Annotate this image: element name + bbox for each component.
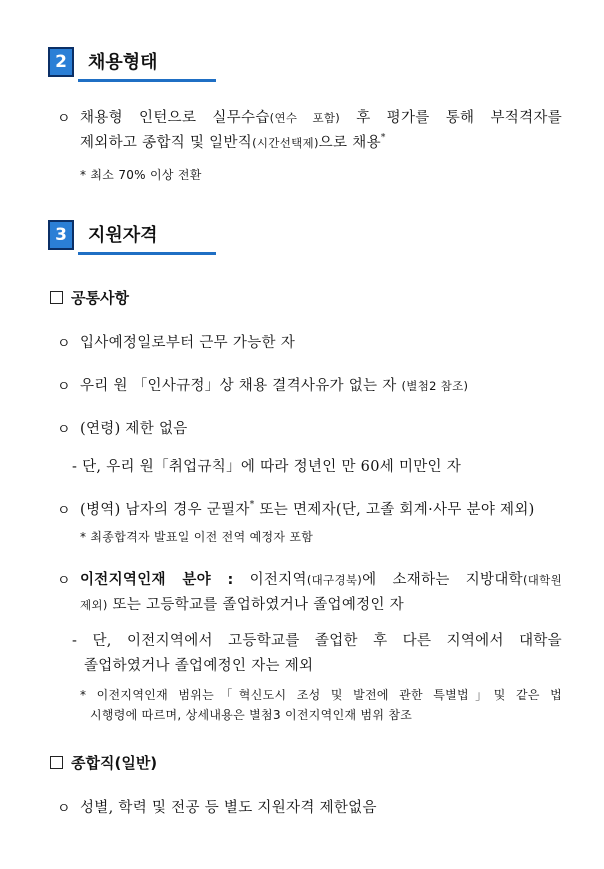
body-line: (병역) 남자의 경우 군필자* 또는 면제자(단, 고졸 회계·사무 분야 제외) [80, 500, 535, 518]
body-line: 이전지역인재 분야 : 이전지역(대구경북)에 소재하는 지방대학(대학원 [80, 572, 562, 588]
subsection-general: 종합직(일반) [50, 752, 157, 773]
bullet-marker: ㅇ [57, 801, 71, 817]
bullet-marker: ㅇ [57, 111, 71, 127]
checkbox-square-icon [50, 756, 63, 769]
dash-line: - 단, 우리 원「취업규칙」에 따라 정년인 만 60세 미만인 자 [72, 459, 462, 475]
body-line: 채용형 인턴으로 실무수습(연수 포함) 후 평가를 통해 부적격자를 [80, 110, 562, 126]
section-number-badge: 2 [48, 47, 74, 77]
subsection-common: 공통사항 [50, 287, 129, 308]
checkbox-square-icon [50, 291, 63, 304]
section-title: 지원자격 [88, 225, 158, 246]
body-line: 제외하고 종합직 및 일반직(시간선택제)으로 채용* [80, 133, 386, 151]
dash-line: - 단, 이전지역에서 고등학교를 졸업한 후 다른 지역에서 대학을 [72, 633, 562, 649]
body-line: (연령) 제한 없음 [80, 421, 188, 437]
section-2-header [48, 47, 228, 81]
footnote: * 이전지역인재 범위는「혁신도시 조성 및 발전에 관한 특별법」및 같은 법 [80, 688, 562, 702]
footnote: * 최종합격자 발표일 이전 전역 예정자 포함 [80, 530, 314, 544]
section-number-badge: 3 [48, 220, 74, 250]
body-line: 우리 원 「인사규정」상 채용 결격사유가 없는 자 (별첨2 참조) [80, 378, 469, 394]
body-line: 입사예정일로부터 근무 가능한 자 [80, 335, 296, 351]
section-3-header [48, 220, 228, 254]
bullet-marker: ㅇ [57, 379, 71, 395]
section-underline [78, 252, 216, 255]
section-title: 채용형태 [88, 52, 158, 73]
dash-line: 졸업하였거나 졸업예정인 자는 제외 [84, 658, 314, 674]
footnote: * 최소 70% 이상 전환 [80, 168, 202, 182]
body-line: 제외) 또는 고등학교를 졸업하였거나 졸업예정인 자 [80, 597, 404, 613]
footnote: 시행령에 따르며, 상세내용은 별첨3 이전지역인재 범위 참조 [90, 708, 413, 722]
section-underline [78, 79, 216, 82]
bullet-marker: ㅇ [57, 336, 71, 352]
bullet-marker: ㅇ [57, 422, 71, 438]
body-line: 성별, 학력 및 전공 등 별도 지원자격 제한없음 [80, 800, 377, 816]
bullet-marker: ㅇ [57, 503, 71, 519]
bullet-marker: ㅇ [57, 573, 71, 589]
